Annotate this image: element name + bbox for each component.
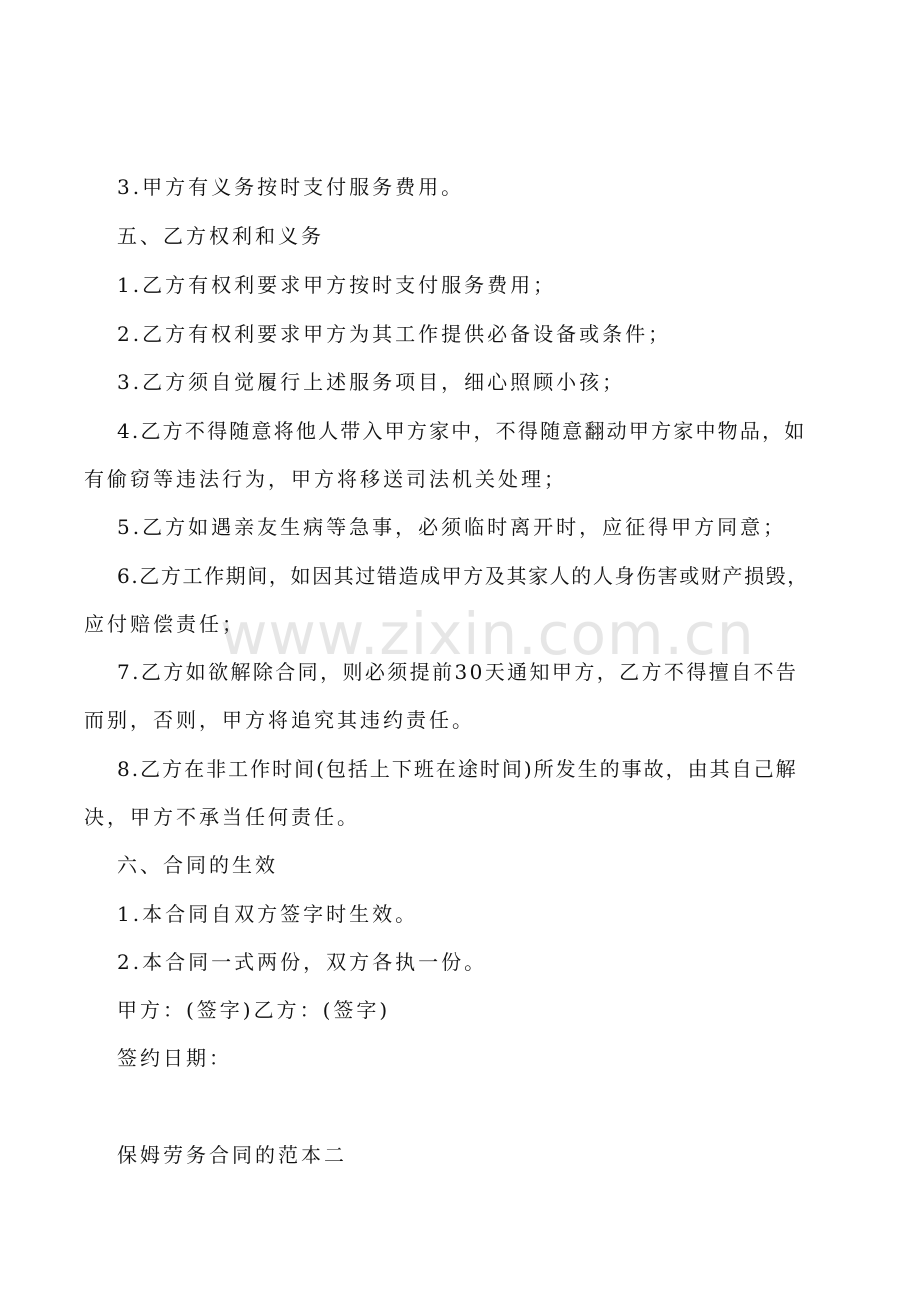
- text-line-1: 3.甲方有义务按时支付服务费用。: [117, 175, 465, 199]
- text-line-13: 8.乙方在非工作时间(包括上下班在途时间)所发生的事故，由其自己解: [117, 757, 798, 781]
- text-line-3: 1.乙方有权利要求甲方按时支付服务费用；: [117, 273, 557, 297]
- text-line-12: 而别，否则，甲方将追究其违约责任。: [84, 708, 475, 732]
- text-line-17: 2.本合同一式两份，双方各执一份。: [117, 950, 488, 974]
- text-line-8: 5.乙方如遇亲友生病等急事，必须临时离开时，应征得甲方同意；: [117, 515, 787, 539]
- text-line-7: 有偷窃等违法行为，甲方将移送司法机关处理；: [84, 467, 567, 491]
- text-line-9: 6.乙方工作期间，如因其过错造成甲方及其家人的人身伤害或财产损毁，: [117, 564, 809, 588]
- text-line-10: 应付赔偿责任；: [84, 612, 245, 636]
- signing-date-label: 签约日期：: [117, 1046, 232, 1070]
- text-line-5: 3.乙方须自觉履行上述服务项目，细心照顾小孩；: [117, 370, 626, 394]
- text-line-4: 2.乙方有权利要求甲方为其工作提供必备设备或条件；: [117, 322, 672, 346]
- signature-line: 甲方：(签字)乙方：(签字): [117, 998, 391, 1022]
- text-line-14: 决，甲方不承当任何责任。: [84, 805, 360, 829]
- watermark-text: www.zixin.com.cn: [220, 600, 755, 668]
- section-heading-6: 六、合同的生效: [117, 853, 278, 877]
- text-line-6: 4.乙方不得随意将他人带入甲方家中，不得随意翻动甲方家中物品，如: [117, 419, 807, 443]
- text-line-16: 1.本合同自双方签字时生效。: [117, 902, 419, 926]
- section-heading-5: 五、乙方权利和义务: [117, 224, 324, 248]
- text-line-11: 7.乙方如欲解除合同，则必须提前30天通知甲方，乙方不得擅自不告: [117, 660, 799, 684]
- next-section-title: 保姆劳务合同的范本二: [117, 1143, 347, 1167]
